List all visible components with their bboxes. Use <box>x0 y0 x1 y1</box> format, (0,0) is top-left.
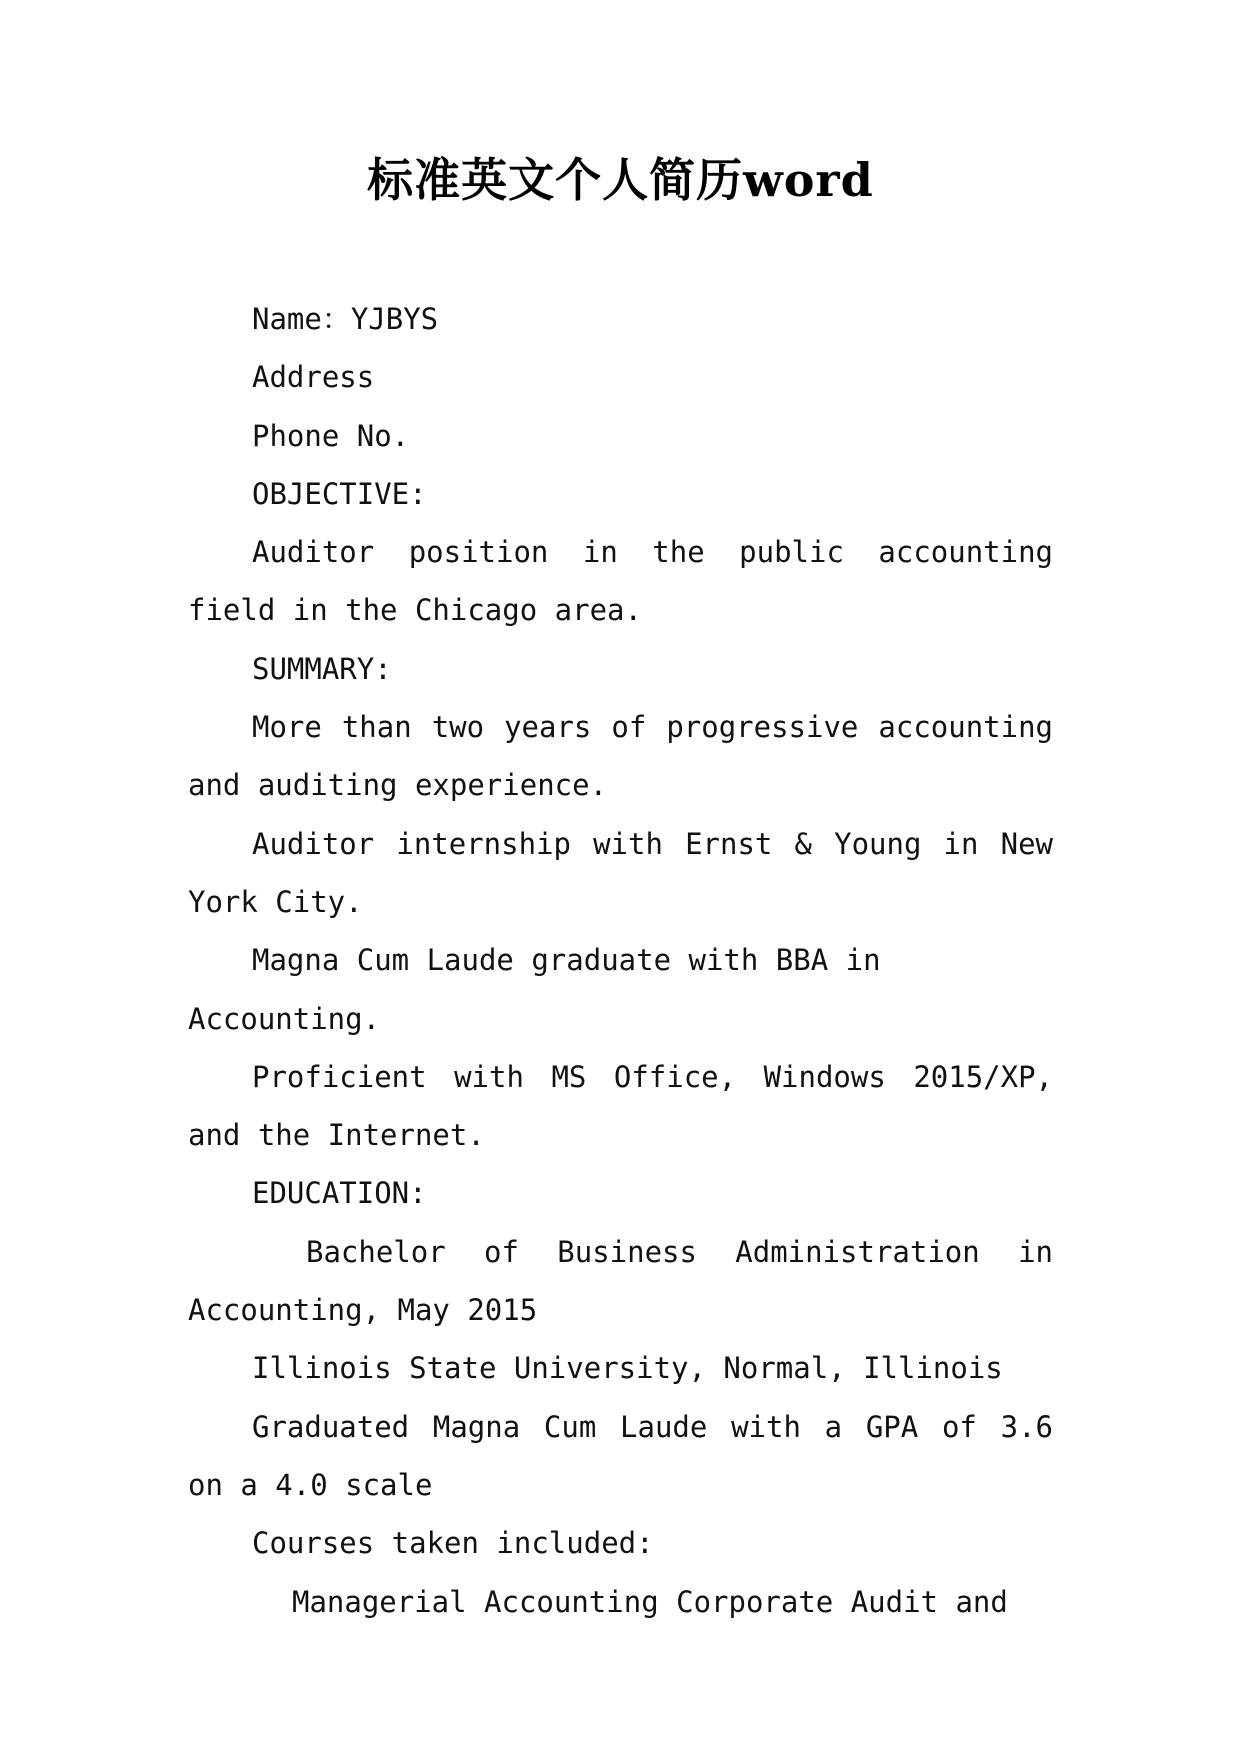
summary-heading: SUMMARY: <box>252 651 392 686</box>
education-heading: EDUCATION: <box>252 1176 427 1211</box>
summary-item: More than two years of progressive accounting and auditing experience. <box>188 710 1053 803</box>
objective-text: Auditor position in the public accounting field in the Chicago area. <box>188 535 1053 628</box>
objective-heading: OBJECTIVE: <box>252 476 427 511</box>
courses-text: Managerial Accounting Corporate Audit and <box>292 1584 1008 1619</box>
education-school: Illinois State University, Normal, Illinois <box>252 1351 1003 1386</box>
address-line: Address <box>252 360 375 395</box>
document-body <box>188 290 1053 1631</box>
document-title: 标准英文个人简历word <box>367 153 874 207</box>
education-gpa: Graduated Magna Cum Laude with a GPA of 3.6 on a 4.0 scale <box>188 1409 1053 1502</box>
summary-item: Auditor internship with Ernst & Young in New York City. <box>188 826 1053 919</box>
courses-heading: Courses taken included: <box>252 1526 654 1561</box>
summary-item: Proficient with MS Office, Windows 2015/XP, and the Internet. <box>188 1059 1053 1153</box>
phone-line: Phone No. <box>252 418 410 453</box>
education-degree: Bachelor of Business Administration in Accounting, May 2015 <box>188 1234 1053 1328</box>
summary-item: Magna Cum Laude graduate with BBA in Accounting. <box>188 943 881 1036</box>
name-line: Name：YJBYS <box>252 302 439 336</box>
